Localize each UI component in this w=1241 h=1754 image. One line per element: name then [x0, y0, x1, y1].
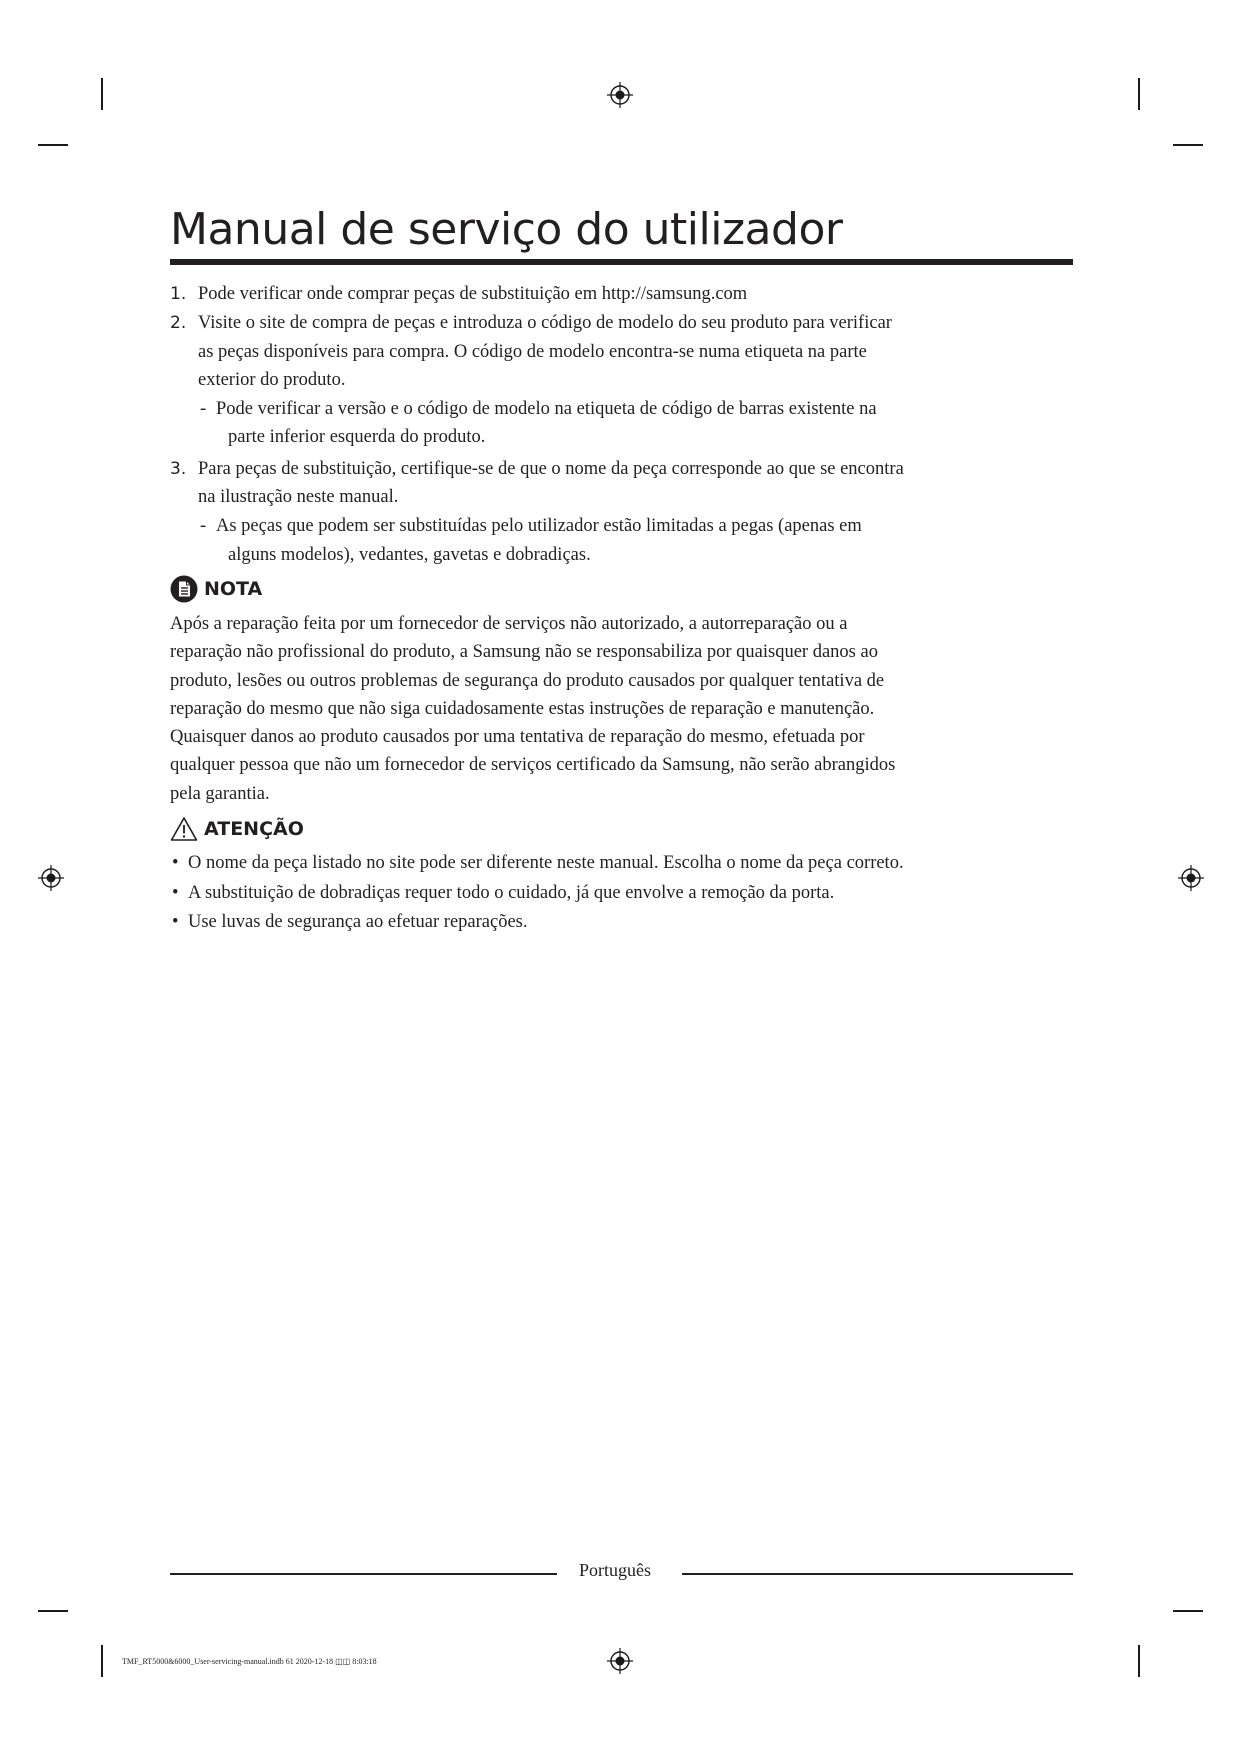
caution-heading: [170, 812, 910, 846]
crop-mark: [101, 78, 103, 110]
crop-mark: [101, 1645, 103, 1677]
caution-bullet: [170, 879, 910, 907]
registration-mark-icon: [607, 82, 633, 108]
note-heading: [170, 572, 910, 606]
step-subitem: [170, 512, 910, 569]
note-icon: [170, 575, 198, 603]
page-title: Manual de serviço do utilizador: [170, 204, 843, 255]
caution-bullet: [170, 908, 910, 936]
step-item: [170, 455, 910, 512]
dash-marker: -: [200, 516, 207, 537]
bullet-text: Use luvas de segurança ao efetuar reparações.: [188, 911, 528, 932]
crop-mark: [38, 1610, 68, 1612]
note-heading-label: NOTA: [204, 577, 263, 600]
crop-mark: [38, 144, 68, 146]
title-rule: [170, 259, 1073, 265]
crop-mark: [1138, 1645, 1140, 1677]
registration-mark-icon: [607, 1648, 633, 1674]
registration-mark-icon: [1178, 865, 1204, 891]
step-item: [170, 309, 910, 394]
caution-heading-label: ATENÇÃO: [204, 817, 304, 840]
warning-triangle-icon: [170, 815, 198, 843]
step-text: Para peças de substituição, certifique-se de que o nome da peça corresponde ao que se encontra na ilustração neste manual.: [198, 458, 904, 508]
bullet-marker: •: [172, 883, 179, 904]
step-text: Pode verificar onde comprar peças de substituição em http://samsung.com: [198, 284, 748, 304]
print-slug: TMF_RT5000&6000_User-servicing-manual.indb 61 2020-12-18 ◫◫ 8:03:18: [122, 1657, 377, 1666]
dash-marker: -: [200, 399, 207, 420]
footer-language: Português: [579, 1560, 651, 1580]
footer-rule-right: [682, 1573, 1073, 1575]
crop-mark: [1173, 1610, 1203, 1612]
subitem-text: Pode verificar a versão e o código de modelo na etiqueta de código de barras existente na parte inferior esquerda do produto.: [216, 399, 877, 448]
footer-rule-left: [170, 1573, 557, 1575]
step-item: [170, 280, 910, 308]
main-content: [170, 280, 910, 936]
registration-mark-icon: [38, 865, 64, 891]
bullet-text: A substituição de dobradiças requer todo o cuidado, já que envolve a remoção da porta.: [188, 883, 835, 904]
subitem-text: As peças que podem ser substituídas pelo utilizador estão limitadas a pegas (apenas em alguns modelos), vedantes, gavetas e dobradiças.: [216, 516, 862, 565]
crop-mark: [1138, 78, 1140, 110]
note-text: Após a reparação feita por um fornecedor de serviços não autorizado, a autorreparação ou a reparação não profissional do produto, a Samsung não se responsabiliza por quaisquer danos ao produto, lesões ou outros problemas de segurança do produto causados por qualquer tentativa de reparação do mesmo que não siga cuidadosamente estas instruções de reparação e manutenção. Quaisquer danos ao produto causados por uma tentativa de reparação do mesmo, efetuada por qualquer pessoa que não um fornecedor de serviços certificado da Samsung, não serão abrangidos pela garantia.: [170, 613, 896, 804]
step-subitem: [170, 395, 910, 452]
step-number: 1.: [170, 284, 187, 304]
caution-bullet: [170, 849, 910, 877]
bullet-text: O nome da peça listado no site pode ser diferente neste manual. Escolha o nome da peça correto.: [188, 853, 904, 874]
crop-mark: [1173, 144, 1203, 146]
step-number: 3.: [170, 458, 187, 479]
bullet-marker: •: [172, 911, 179, 932]
bullet-marker: •: [172, 853, 179, 874]
step-text: Visite o site de compra de peças e introduza o código de modelo do seu produto para verificar as peças disponíveis para compra. O código de modelo encontra-se numa etiqueta na parte exterior do produto.: [198, 313, 892, 390]
step-number: 2.: [170, 313, 187, 334]
